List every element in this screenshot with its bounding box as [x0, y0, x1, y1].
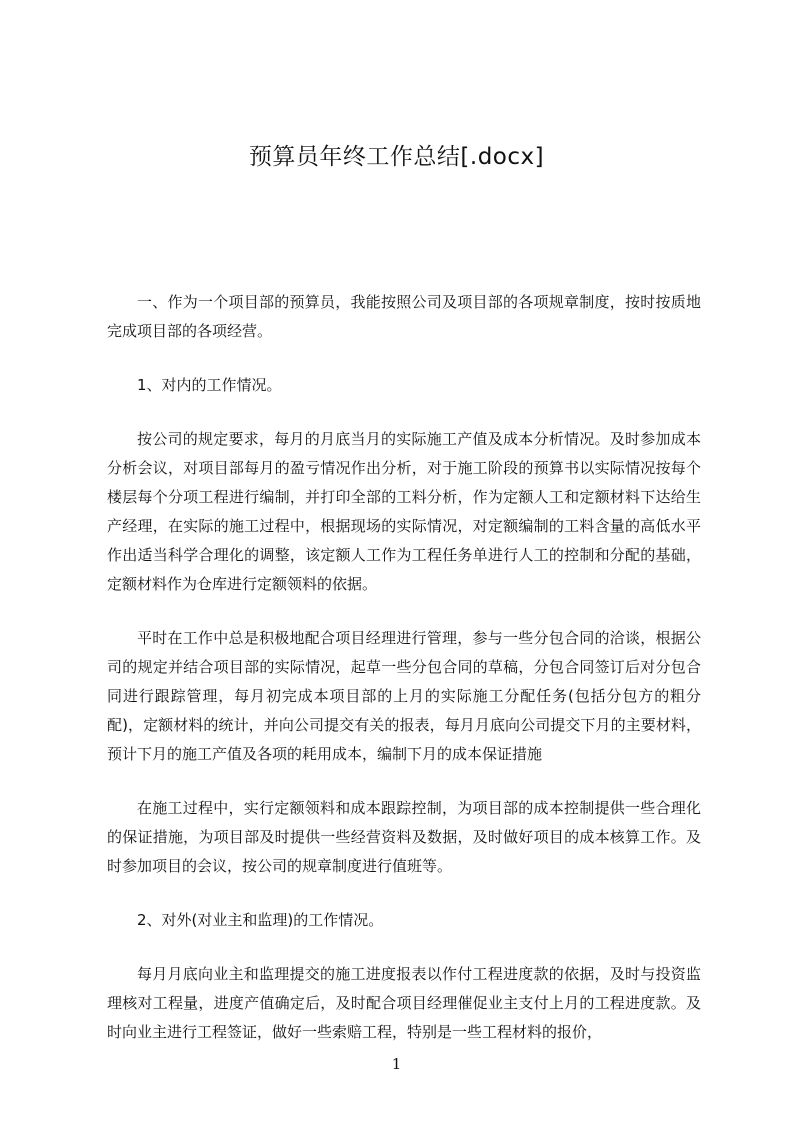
section-heading-internal: 1、对内的工作情况。 [137, 376, 282, 394]
page-number: 1 [391, 1055, 402, 1073]
paragraph-intro: 一、作为一个项目部的预算员，我能按照公司及项目部的各项规章制度，按时按质地完成项目部的各项经营。 [107, 293, 701, 340]
paragraph-external-1: 每月月底向业主和监理提交的施工进度报表以作付工程进度款的依据，及时与投资监理核对工程量，进度产值确定后，及时配合项目经理催促业主支付上月的工程进度款。及时向业主进行工程签证，做好一些索赔工程，特别是一些工程材料的报价， [107, 965, 701, 1041]
paragraph-internal-2: 平时在工作中总是积极地配合项目经理进行管理，参与一些分包合同的洽谈，根据公司的规定并结合项目部的实际情况，起草一些分包合同的草稿，分包合同签订后对分包合同进行跟踪管理，每月初完成本项目部的上月的实际施工分配任务(包括分包方的粗分配)，定额材料的统计，并向公司提交有关的报表，每月月底向公司提交下月的主要材料，预计下月的施工产值及各项的耗用成本，编制下月的成本保证措施 [107, 629, 701, 763]
section-heading-external: 2、对外(对业主和监理)的工作情况。 [137, 911, 384, 929]
document-title: 预算员年终工作总结[.docx] [248, 144, 545, 170]
paragraph-internal-1: 按公司的规定要求，每月的月底当月的实际施工产值及成本分析情况。及时参加成本分析会议，对项目部每月的盈亏情况作出分析，对于施工阶段的预算书以实际情况按每个楼层每个分项工程进行编制，并打印全部的工料分析，作为定额人工和定额材料下达给生产经理，在实际的施工过程中，根据现场的实际情况，对定额编制的工料含量的高低水平作出适当科学合理化的调整，该定额人工作为工程任务单进行人工的控制和分配的基础，定额材料作为仓库进行定额领料的依据。 [107, 430, 701, 593]
paragraph-internal-3: 在施工过程中，实行定额领料和成本跟踪控制，为项目部的成本控制提供一些合理化的保证措施，为项目部及时提供一些经营资料及数据，及时做好项目的成本核算工作。及时参加项目的会议，按公司的规章制度进行值班等。 [107, 799, 701, 875]
document-body [107, 288, 701, 1072]
